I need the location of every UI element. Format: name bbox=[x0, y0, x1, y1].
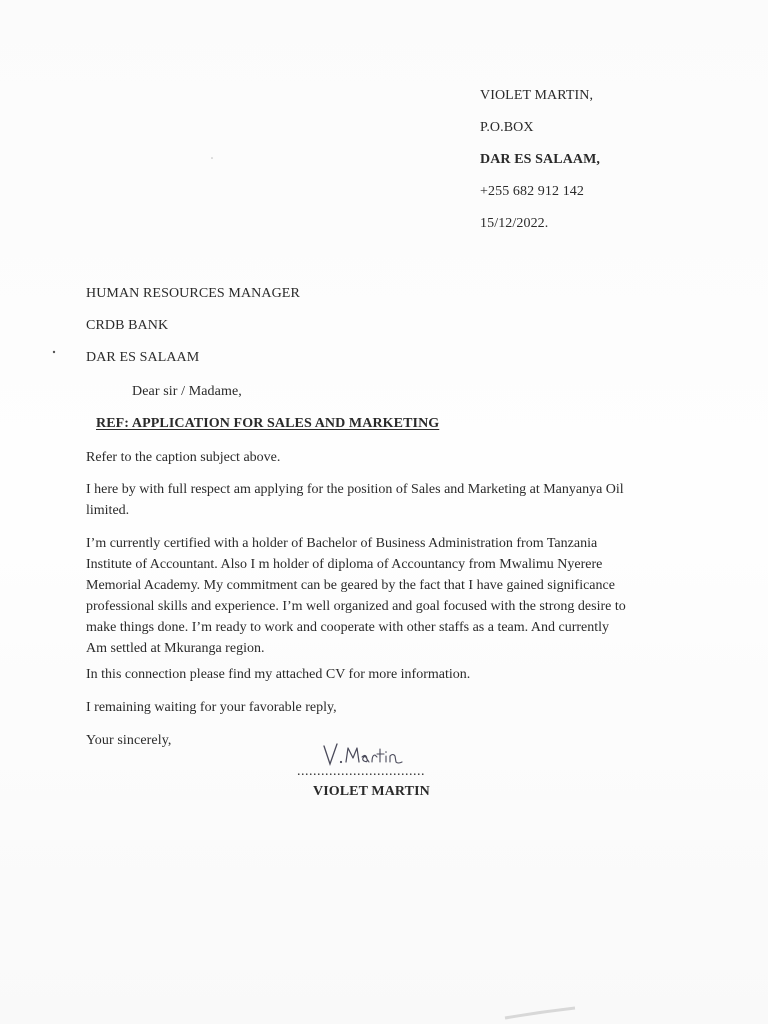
body-line: limited. bbox=[86, 503, 130, 518]
body-line: I remaining waiting for your favorable reply, bbox=[86, 700, 337, 715]
letter-date: 15/12/2022. bbox=[480, 216, 549, 231]
body-line: make things done. I’m ready to work and cooperate with other staffs as a team. And currently bbox=[86, 620, 610, 635]
body-line: In this connection please find my attached CV for more information. bbox=[86, 667, 471, 682]
body-paragraph-3 bbox=[86, 533, 626, 659]
sender-phone: +255 682 912 142 bbox=[480, 184, 584, 199]
signatory-name: VIOLET MARTIN bbox=[313, 784, 430, 799]
body-line: I’m currently certified with a holder of Bachelor of Business Administration from Tanzania bbox=[86, 536, 598, 551]
body-line: Refer to the caption subject above. bbox=[86, 450, 281, 465]
body-line: professional skills and experience. I’m well organized and goal focused with the strong desire to bbox=[86, 599, 626, 614]
body-line: I here by with full respect am applying for the position of Sales and Marketing at Manyanya Oil bbox=[86, 482, 624, 497]
sender-name: VIOLET MARTIN, bbox=[480, 88, 594, 103]
recipient-organization: CRDB BANK bbox=[86, 318, 169, 333]
recipient-title: HUMAN RESOURCES MANAGER bbox=[86, 286, 300, 301]
body-line: Am settled at Mkuranga region. bbox=[86, 641, 265, 656]
sender-po-box: P.O.BOX bbox=[480, 120, 534, 135]
body-paragraph-2 bbox=[86, 479, 624, 521]
body-line: Memorial Academy. My commitment can be geared by the fact that I have gained significance bbox=[86, 578, 615, 593]
body-paragraph-1 bbox=[86, 447, 280, 468]
salutation: Dear sir / Madame, bbox=[132, 384, 242, 399]
body-paragraph-4 bbox=[86, 664, 470, 685]
signature-dotted-line: ................................ bbox=[297, 764, 425, 779]
body-paragraph-5 bbox=[86, 697, 337, 718]
sender-city: DAR ES SALAAM, bbox=[480, 152, 601, 167]
subject-line: REF: APPLICATION FOR SALES AND MARKETING bbox=[96, 416, 440, 431]
recipient-city: DAR ES SALAAM bbox=[86, 350, 200, 365]
body-line: Institute of Accountant. Also I m holder of diploma of Accountancy from Mwalimu Nyerere bbox=[86, 557, 603, 572]
closing: Your sincerely, bbox=[86, 733, 172, 748]
